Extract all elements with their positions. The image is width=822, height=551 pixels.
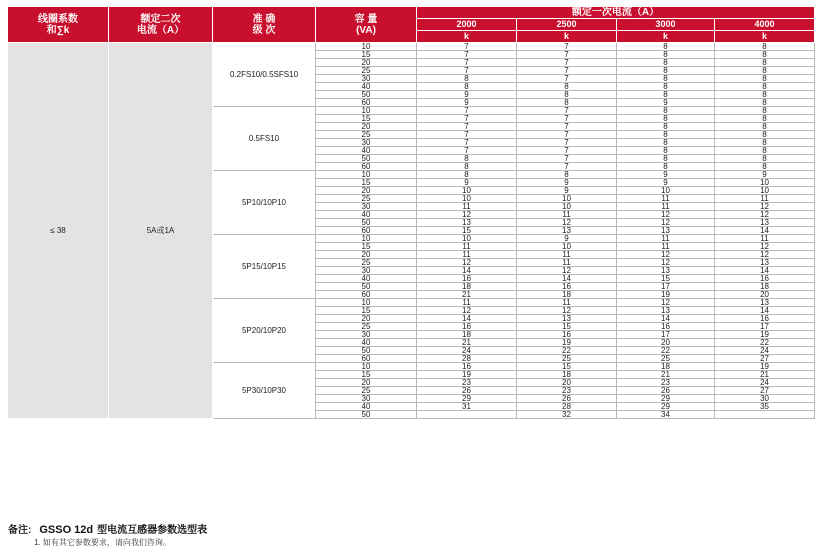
- k-value-cell: 19: [715, 331, 815, 339]
- k-value-cell: 8: [517, 91, 617, 99]
- capacity-cell: 20: [316, 123, 417, 131]
- table-body: [8, 43, 815, 419]
- k-value-cell: 8: [617, 115, 715, 123]
- k-value-cell: 18: [715, 283, 815, 291]
- k-value-cell: 7: [517, 107, 617, 115]
- capacity-cell: 25: [316, 387, 417, 395]
- k-value-cell: 8: [617, 163, 715, 171]
- k-value-cell: 32: [517, 411, 617, 419]
- capacity-cell: 40: [316, 147, 417, 155]
- k-value-cell: 31: [417, 403, 517, 411]
- k-value-cell: 12: [517, 307, 617, 315]
- k-value-cell: 15: [617, 275, 715, 283]
- k-value-cell: 7: [517, 51, 617, 59]
- capacity-cell: 10: [316, 107, 417, 115]
- capacity-cell: 10: [316, 171, 417, 179]
- note-table-title: 型电流互感器参数选型表: [97, 525, 208, 536]
- k-value-cell: 24: [715, 379, 815, 387]
- k-value-cell: 8: [715, 163, 815, 171]
- header-k: k: [517, 31, 617, 43]
- capacity-cell: 20: [316, 315, 417, 323]
- k-value-cell: 16: [617, 323, 715, 331]
- note-title: [8, 521, 207, 536]
- capacity-cell: 25: [316, 131, 417, 139]
- k-value-cell: 29: [617, 395, 715, 403]
- k-value-cell: 9: [617, 179, 715, 187]
- k-value-cell: 14: [715, 267, 815, 275]
- capacity-cell: 20: [316, 251, 417, 259]
- capacity-cell: 40: [316, 339, 417, 347]
- capacity-cell: 30: [316, 75, 417, 83]
- k-value-cell: 23: [417, 379, 517, 387]
- capacity-cell: 30: [316, 267, 417, 275]
- k-value-cell: 7: [517, 139, 617, 147]
- k-value-cell: 17: [715, 323, 815, 331]
- k-value-cell: 8: [617, 155, 715, 163]
- capacity-cell: 60: [316, 227, 417, 235]
- k-value-cell: 13: [517, 227, 617, 235]
- k-value-cell: 9: [617, 99, 715, 107]
- k-value-cell: 13: [417, 219, 517, 227]
- header-primary-current: 额定一次电流（A）: [417, 7, 815, 19]
- k-value-cell: 24: [417, 347, 517, 355]
- k-value-cell: 21: [715, 371, 815, 379]
- k-value-cell: 13: [617, 227, 715, 235]
- header-coeff: 线圈系数 和∑k: [8, 7, 109, 43]
- accuracy-class-cell: 5P30/10P30: [213, 363, 316, 419]
- k-value-cell: 18: [517, 371, 617, 379]
- accuracy-class-cell: 0.5FS10: [213, 107, 316, 171]
- k-value-cell: 13: [617, 307, 715, 315]
- k-value-cell: 7: [517, 43, 617, 51]
- k-value-cell: 8: [617, 67, 715, 75]
- capacity-cell: 50: [316, 219, 417, 227]
- k-value-cell: 10: [417, 235, 517, 243]
- table-row: [8, 43, 815, 51]
- k-value-cell: 7: [417, 131, 517, 139]
- k-value-cell: 8: [517, 99, 617, 107]
- k-value-cell: 10: [417, 187, 517, 195]
- k-value-cell: 12: [617, 211, 715, 219]
- header-primary-3000: 3000: [617, 19, 715, 31]
- k-value-cell: 18: [517, 291, 617, 299]
- k-value-cell: 12: [715, 203, 815, 211]
- k-value-cell: 28: [417, 355, 517, 363]
- k-value-cell: 16: [417, 323, 517, 331]
- k-value-cell: 7: [517, 123, 617, 131]
- k-value-cell: 21: [417, 291, 517, 299]
- k-value-cell: 8: [715, 123, 815, 131]
- k-value-cell: 14: [715, 227, 815, 235]
- k-value-cell: 11: [617, 195, 715, 203]
- header-k: k: [417, 31, 517, 43]
- k-value-cell: 8: [417, 155, 517, 163]
- capacity-cell: 25: [316, 195, 417, 203]
- k-value-cell: 7: [417, 107, 517, 115]
- k-value-cell: 24: [715, 347, 815, 355]
- k-value-cell: 10: [715, 179, 815, 187]
- k-value-cell: 13: [715, 299, 815, 307]
- k-value-cell: 7: [417, 147, 517, 155]
- k-value-cell: 20: [517, 379, 617, 387]
- k-value-cell: 8: [617, 83, 715, 91]
- capacity-cell: 25: [316, 67, 417, 75]
- k-value-cell: 10: [715, 187, 815, 195]
- k-value-cell: 34: [617, 411, 715, 419]
- model-name: GSSO 12d: [39, 524, 94, 536]
- capacity-cell: 40: [316, 403, 417, 411]
- k-value-cell: 7: [417, 43, 517, 51]
- header-capacity: 容 量 (VA): [316, 7, 417, 43]
- capacity-cell: 60: [316, 355, 417, 363]
- k-value-cell: 23: [617, 379, 715, 387]
- k-value-cell: 12: [617, 259, 715, 267]
- k-value-cell: 8: [715, 131, 815, 139]
- k-value-cell: 8: [715, 43, 815, 51]
- k-value-cell: 8: [715, 59, 815, 67]
- k-value-cell: 8: [617, 139, 715, 147]
- capacity-cell: 30: [316, 395, 417, 403]
- k-value-cell: 9: [417, 99, 517, 107]
- k-value-cell: 7: [417, 139, 517, 147]
- capacity-cell: 40: [316, 275, 417, 283]
- k-value-cell: 35: [715, 403, 815, 411]
- k-value-cell: 7: [417, 115, 517, 123]
- capacity-cell: 60: [316, 291, 417, 299]
- k-value-cell: 8: [715, 51, 815, 59]
- capacity-cell: 15: [316, 371, 417, 379]
- k-value-cell: 7: [417, 67, 517, 75]
- k-value-cell: 20: [715, 291, 815, 299]
- k-value-cell: 16: [715, 315, 815, 323]
- k-value-cell: 8: [517, 83, 617, 91]
- capacity-cell: 50: [316, 155, 417, 163]
- k-value-cell: 11: [715, 195, 815, 203]
- k-value-cell: 8: [715, 99, 815, 107]
- capacity-cell: 10: [316, 299, 417, 307]
- capacity-cell: 20: [316, 187, 417, 195]
- k-value-cell: 8: [617, 51, 715, 59]
- k-value-cell: 11: [417, 299, 517, 307]
- k-value-cell: 10: [617, 187, 715, 195]
- capacity-cell: 60: [316, 163, 417, 171]
- k-value-cell: 9: [617, 171, 715, 179]
- k-value-cell: 28: [517, 403, 617, 411]
- header-primary-4000: 4000: [715, 19, 815, 31]
- k-value-cell: 8: [715, 91, 815, 99]
- k-value-cell: 8: [715, 139, 815, 147]
- k-value-cell: 18: [417, 283, 517, 291]
- k-value-cell: 11: [715, 235, 815, 243]
- k-value-cell: 7: [517, 59, 617, 67]
- capacity-cell: 20: [316, 59, 417, 67]
- k-value-cell: 8: [715, 155, 815, 163]
- k-value-cell: 14: [417, 315, 517, 323]
- k-value-cell: 23: [517, 387, 617, 395]
- k-value-cell: 16: [417, 275, 517, 283]
- k-value-cell: 8: [715, 147, 815, 155]
- k-value-cell: 10: [517, 243, 617, 251]
- k-value-cell: 16: [517, 331, 617, 339]
- k-value-cell: 7: [517, 67, 617, 75]
- k-value-cell: 22: [617, 347, 715, 355]
- capacity-cell: 50: [316, 347, 417, 355]
- accuracy-class-cell: 5P15/10P15: [213, 235, 316, 299]
- header-accuracy-class: 准 确 级 次: [213, 7, 316, 43]
- k-value-cell: 12: [617, 219, 715, 227]
- k-value-cell: 29: [617, 403, 715, 411]
- k-value-cell: 11: [617, 243, 715, 251]
- k-value-cell: 11: [417, 243, 517, 251]
- k-value-cell: 8: [417, 171, 517, 179]
- k-value-cell: 25: [517, 355, 617, 363]
- k-value-cell: 21: [417, 339, 517, 347]
- k-value-cell: 12: [715, 211, 815, 219]
- k-value-cell: 26: [517, 395, 617, 403]
- note-line-1: 1. 如有其它参数要求，请向我们咨询。: [34, 538, 171, 547]
- k-value-cell: 14: [417, 267, 517, 275]
- k-value-cell: 7: [517, 75, 617, 83]
- k-value-cell: 9: [517, 179, 617, 187]
- k-value-cell: 8: [617, 123, 715, 131]
- k-value-cell: 26: [417, 387, 517, 395]
- k-value-cell: 9: [517, 235, 617, 243]
- capacity-cell: 30: [316, 203, 417, 211]
- k-value-cell: 17: [617, 331, 715, 339]
- k-value-cell: 11: [417, 251, 517, 259]
- k-value-cell: 8: [417, 75, 517, 83]
- k-value-cell: 7: [517, 115, 617, 123]
- header-k: k: [617, 31, 715, 43]
- k-value-cell: 12: [715, 243, 815, 251]
- k-value-cell: 12: [417, 259, 517, 267]
- k-value-cell: 14: [715, 307, 815, 315]
- capacity-cell: 30: [316, 331, 417, 339]
- k-value-cell: [417, 411, 517, 419]
- k-value-cell: 8: [417, 163, 517, 171]
- k-value-cell: 7: [517, 163, 617, 171]
- k-value-cell: 11: [417, 203, 517, 211]
- k-value-cell: 12: [617, 299, 715, 307]
- header-k: k: [715, 31, 815, 43]
- k-value-cell: 12: [617, 251, 715, 259]
- k-value-cell: 11: [517, 251, 617, 259]
- k-value-cell: 26: [617, 387, 715, 395]
- k-value-cell: 18: [417, 331, 517, 339]
- k-value-cell: 8: [617, 43, 715, 51]
- k-value-cell: 10: [517, 203, 617, 211]
- capacity-cell: 60: [316, 99, 417, 107]
- header-primary-2000: 2000: [417, 19, 517, 31]
- k-value-cell: 7: [517, 131, 617, 139]
- capacity-cell: 25: [316, 323, 417, 331]
- k-value-cell: 27: [715, 387, 815, 395]
- coeff-cell: ≤ 38: [8, 43, 109, 419]
- k-value-cell: 12: [517, 267, 617, 275]
- capacity-cell: 50: [316, 411, 417, 419]
- k-value-cell: 16: [715, 275, 815, 283]
- capacity-cell: 30: [316, 139, 417, 147]
- capacity-cell: 40: [316, 211, 417, 219]
- k-value-cell: 8: [617, 147, 715, 155]
- k-value-cell: 8: [715, 83, 815, 91]
- k-value-cell: 15: [517, 363, 617, 371]
- k-value-cell: 14: [517, 275, 617, 283]
- k-value-cell: 18: [617, 363, 715, 371]
- capacity-cell: 20: [316, 379, 417, 387]
- k-value-cell: 8: [715, 75, 815, 83]
- capacity-cell: 50: [316, 91, 417, 99]
- note-label: 备注:: [8, 525, 32, 536]
- k-value-cell: 7: [517, 147, 617, 155]
- k-value-cell: 19: [417, 371, 517, 379]
- capacity-cell: 10: [316, 235, 417, 243]
- capacity-cell: 15: [316, 179, 417, 187]
- k-value-cell: 15: [417, 227, 517, 235]
- k-value-cell: 17: [617, 283, 715, 291]
- k-value-cell: 9: [417, 91, 517, 99]
- k-value-cell: 22: [715, 339, 815, 347]
- k-value-cell: 8: [617, 59, 715, 67]
- capacity-cell: 25: [316, 259, 417, 267]
- capacity-cell: 15: [316, 243, 417, 251]
- k-value-cell: 11: [517, 211, 617, 219]
- k-value-cell: 11: [617, 203, 715, 211]
- k-value-cell: 9: [517, 187, 617, 195]
- k-value-cell: 8: [715, 107, 815, 115]
- k-value-cell: 29: [417, 395, 517, 403]
- k-value-cell: 9: [417, 179, 517, 187]
- k-value-cell: 8: [617, 107, 715, 115]
- k-value-cell: 8: [617, 91, 715, 99]
- k-value-cell: 11: [617, 235, 715, 243]
- k-value-cell: 7: [417, 123, 517, 131]
- capacity-cell: 15: [316, 307, 417, 315]
- parameter-table: [7, 6, 815, 419]
- k-value-cell: 11: [517, 299, 617, 307]
- k-value-cell: 7: [517, 155, 617, 163]
- k-value-cell: 8: [617, 131, 715, 139]
- k-value-cell: 16: [517, 283, 617, 291]
- k-value-cell: 25: [617, 355, 715, 363]
- k-value-cell: 12: [417, 211, 517, 219]
- k-value-cell: 16: [417, 363, 517, 371]
- k-value-cell: 12: [417, 307, 517, 315]
- k-value-cell: 13: [617, 267, 715, 275]
- capacity-cell: 15: [316, 115, 417, 123]
- k-value-cell: 8: [715, 115, 815, 123]
- accuracy-class-cell: 5P20/10P20: [213, 299, 316, 363]
- k-value-cell: 8: [617, 75, 715, 83]
- k-value-cell: 10: [417, 195, 517, 203]
- k-value-cell: 8: [417, 83, 517, 91]
- k-value-cell: 7: [417, 59, 517, 67]
- header-primary-2500: 2500: [517, 19, 617, 31]
- accuracy-class-cell: 0.2FS10/0.5SFS10: [213, 43, 316, 107]
- k-value-cell: 19: [517, 339, 617, 347]
- secondary-current-cell: 5A或1A: [109, 43, 213, 419]
- k-value-cell: 13: [517, 315, 617, 323]
- k-value-cell: 8: [715, 67, 815, 75]
- k-value-cell: 15: [517, 323, 617, 331]
- k-value-cell: 8: [517, 171, 617, 179]
- accuracy-class-cell: 5P10/10P10: [213, 171, 316, 235]
- k-value-cell: 21: [617, 371, 715, 379]
- k-value-cell: 30: [715, 395, 815, 403]
- k-value-cell: 13: [715, 259, 815, 267]
- k-value-cell: 27: [715, 355, 815, 363]
- k-value-cell: 7: [417, 51, 517, 59]
- k-value-cell: 12: [715, 251, 815, 259]
- capacity-cell: 15: [316, 51, 417, 59]
- capacity-cell: 10: [316, 363, 417, 371]
- k-value-cell: 22: [517, 347, 617, 355]
- k-value-cell: 9: [715, 171, 815, 179]
- k-value-cell: 19: [617, 291, 715, 299]
- capacity-cell: 50: [316, 283, 417, 291]
- k-value-cell: 14: [617, 315, 715, 323]
- k-value-cell: 10: [517, 195, 617, 203]
- k-value-cell: 20: [617, 339, 715, 347]
- k-value-cell: 11: [517, 259, 617, 267]
- capacity-cell: 10: [316, 43, 417, 51]
- k-value-cell: 19: [715, 363, 815, 371]
- capacity-cell: 40: [316, 83, 417, 91]
- k-value-cell: 13: [715, 219, 815, 227]
- k-value-cell: [715, 411, 815, 419]
- header-secondary-current: 额定二次 电流（A）: [109, 7, 213, 43]
- k-value-cell: 12: [517, 219, 617, 227]
